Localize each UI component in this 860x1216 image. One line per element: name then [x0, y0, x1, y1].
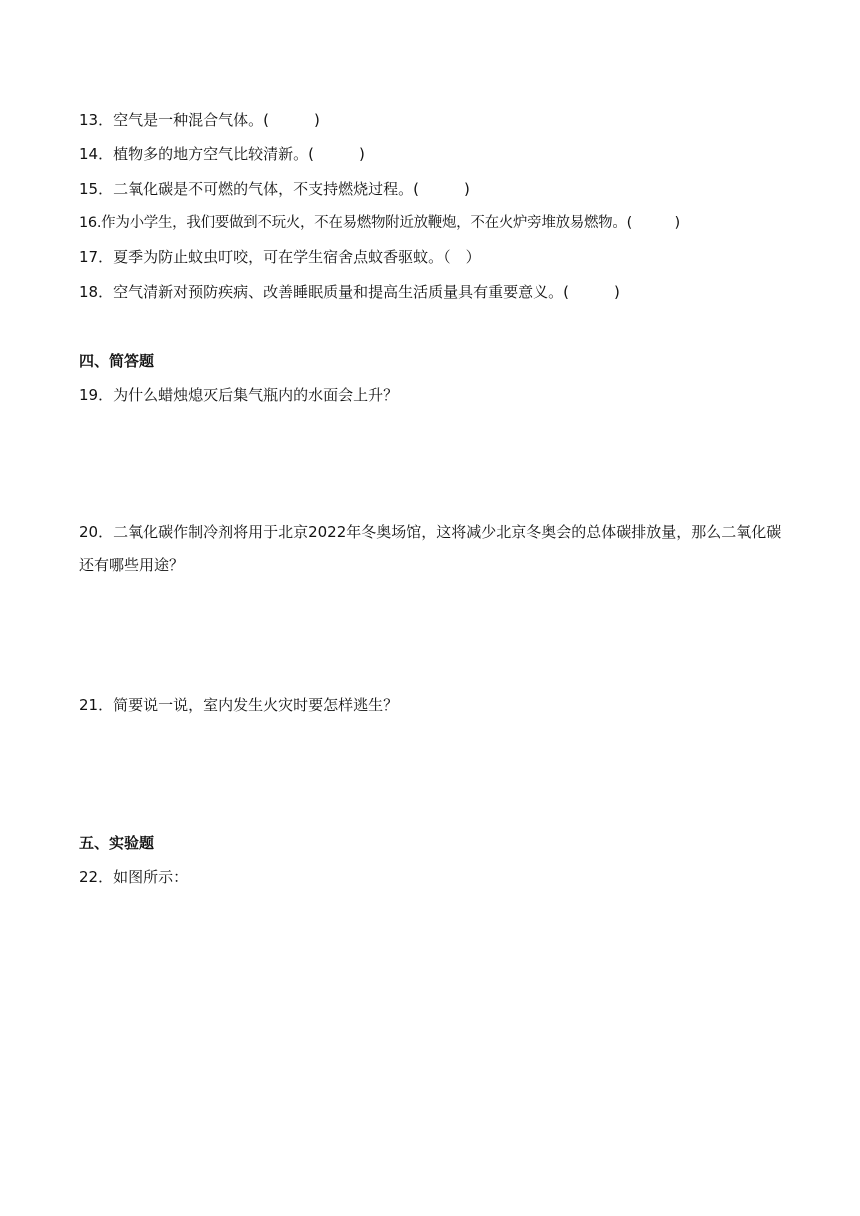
question-16 — [79, 213, 680, 233]
question-text: 为什么蜡烛熄灭后集气瓶内的水面会上升？ — [113, 386, 399, 404]
question-number: 15． — [79, 180, 114, 198]
question-21 — [79, 695, 398, 715]
question-number: 13． — [79, 111, 114, 129]
question-13 — [79, 110, 320, 130]
question-number: 22． — [79, 868, 114, 886]
question-text: 植物多的地方空气比较清新。( ) — [113, 145, 365, 163]
question-17 — [79, 247, 481, 267]
question-text: 空气清新对预防疾病、改善睡眠质量和提高生活质量具有重要意义。( ) — [113, 283, 620, 301]
question-text: 如图所示： — [113, 868, 189, 886]
question-number: 18． — [79, 283, 114, 301]
question-19 — [79, 385, 398, 405]
question-number: 19． — [79, 386, 114, 404]
question-14 — [79, 144, 365, 164]
question-number: 16. — [79, 215, 102, 231]
question-number: 20． — [79, 523, 114, 541]
question-number: 14． — [79, 145, 114, 163]
question-20 — [79, 516, 784, 582]
section-5-title: 五、实验题 — [79, 834, 155, 852]
question-text: 夏季为防止蚊虫叮咬，可在学生宿舍点蚊香驱蚊。（ ） — [113, 248, 481, 266]
question-text: 二氧化碳作制冷剂将用于北京2022年冬奥场馆，这将减少北京冬奥会的总体碳排放量，那么二氧化碳还有哪些用途？ — [79, 523, 782, 574]
question-text: 作为小学生，我们要做到不玩火，不在易燃物附近放鞭炮，不在火炉旁堆放易燃物。( ) — [101, 215, 680, 231]
question-22 — [79, 867, 188, 887]
question-18 — [79, 282, 620, 302]
question-text: 二氧化碳是不可燃的气体，不支持燃烧过程。( ) — [113, 180, 470, 198]
question-number: 17． — [79, 248, 114, 266]
question-15 — [79, 179, 470, 199]
question-text: 空气是一种混合气体。( ) — [113, 111, 320, 129]
question-number: 21． — [79, 696, 114, 714]
question-text: 简要说一说，室内发生火灾时要怎样逃生？ — [113, 696, 399, 714]
section-4-title: 四、简答题 — [79, 352, 155, 370]
